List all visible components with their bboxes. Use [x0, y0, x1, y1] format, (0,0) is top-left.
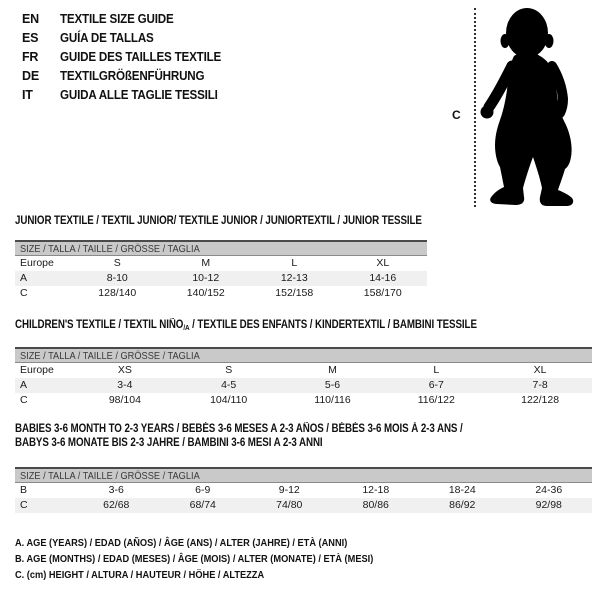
footnote-text: B. AGE (MONTHS) / EDAD (MESES) / ÂGE (MOIS) / ALTER (MONATE) / ETÀ (MESI)	[15, 553, 374, 565]
height-measure-label: C	[452, 108, 461, 122]
table-cell: 9-12	[278, 484, 300, 496]
size-header-bar	[15, 347, 592, 363]
row-label: Europe	[20, 364, 54, 376]
table-row	[15, 483, 592, 498]
footnote-text: A. AGE (YEARS) / EDAD (AÑOS) / ÂGE (ANS) / ALTER (JAHRE) / ETÀ (ANNI)	[15, 537, 348, 549]
language-code: DE	[22, 69, 39, 83]
section-title-children	[15, 319, 558, 331]
section-title-line1: BABIES 3-6 MONTH TO 2-3 YEARS / BEBÉS 3-6 MESES A 2-3 AÑOS / BÉBÉS 3-6 MOIS À 2-3 ANS /	[15, 423, 463, 435]
size-header-bar	[15, 240, 427, 256]
row-label: A	[20, 379, 28, 391]
table-cell: XL	[376, 257, 390, 269]
table-row	[15, 393, 592, 408]
table-cell: 128/140	[98, 287, 137, 299]
table-row	[15, 378, 592, 393]
table-cell: 140/152	[186, 287, 225, 299]
footnote-line	[15, 567, 422, 583]
footnote-text: C. (cm) HEIGHT / ALTURA / HAUTEUR / HÖHE / ALTEZZA	[15, 569, 265, 581]
size-header-label: SIZE / TALLA / TAILLE / GRÖSSE / TAGLIA	[20, 469, 200, 482]
language-title-holder	[60, 10, 233, 29]
table-cell: 24-36	[535, 484, 563, 496]
table-cell: 92/98	[535, 499, 562, 511]
language-title-holder	[60, 86, 233, 105]
size-header-label: SIZE / TALLA / TAILLE / GRÖSSE / TAGLIA	[20, 349, 200, 362]
table-cell: 18-24	[448, 484, 476, 496]
table-cell: L	[433, 364, 440, 376]
footnote-line	[15, 535, 422, 551]
language-row	[22, 29, 233, 48]
table-cell: 122/128	[521, 394, 560, 406]
table-cell: 68/74	[189, 499, 216, 511]
language-row	[22, 48, 233, 67]
table-cell: 158/170	[363, 287, 402, 299]
language-row	[22, 67, 233, 86]
table-cell: L	[291, 257, 298, 269]
title-subscript: /A	[183, 323, 190, 332]
language-title-holder	[60, 48, 233, 67]
table-cell: 104/110	[210, 394, 248, 406]
row-label: C	[20, 394, 28, 406]
table-cell: 152/158	[275, 287, 314, 299]
table-cell: S	[113, 257, 121, 269]
table-cell: 7-8	[532, 379, 548, 391]
title-prefix: CHILDREN'S TEXTILE / TEXTIL NIÑO	[15, 319, 184, 331]
table-cell: 8-10	[106, 272, 128, 284]
row-label: C	[20, 287, 28, 299]
size-table-junior	[15, 240, 427, 301]
title-suffix: / TEXTILE DES ENFANTS / KINDERTEXTIL / BAMBINI TESSILE	[189, 319, 477, 331]
language-title-holder	[60, 29, 233, 48]
table-cell: 74/80	[276, 499, 303, 511]
table-cell: 5-6	[324, 379, 341, 391]
section-title-babies	[15, 422, 542, 450]
table-cell: 6-7	[428, 379, 444, 391]
language-code: IT	[22, 88, 33, 102]
language-title: TEXTILE SIZE GUIDE	[60, 12, 174, 26]
size-table-children	[15, 347, 592, 408]
table-row	[15, 256, 427, 271]
row-label: C	[20, 499, 28, 511]
language-title: GUIDE DES TAILLES TEXTILE	[60, 50, 222, 64]
table-cell: 86/92	[449, 499, 476, 511]
language-list	[22, 10, 233, 105]
section-title-text	[15, 319, 477, 331]
table-cell: 4-5	[221, 379, 237, 391]
baby-silhouette	[470, 0, 600, 220]
language-row	[22, 10, 233, 29]
table-row	[15, 271, 427, 286]
table-cell: 80/86	[362, 499, 389, 511]
table-cell: 6-9	[195, 484, 211, 496]
size-table-babies	[15, 467, 592, 513]
size-header-label: SIZE / TALLA / TAILLE / GRÖSSE / TAGLIA	[20, 242, 200, 255]
table-cell: 10-12	[192, 272, 220, 284]
table-cell: 12-13	[280, 272, 308, 284]
language-code: FR	[22, 50, 39, 64]
table-cell: 98/104	[108, 394, 141, 406]
table-row	[15, 286, 427, 301]
table-cell: 116/122	[417, 394, 455, 406]
language-row	[22, 86, 233, 105]
table-cell: M	[201, 257, 211, 269]
table-cell: XS	[117, 364, 132, 376]
table-cell: XL	[533, 364, 547, 376]
row-label: B	[20, 484, 28, 496]
footnotes	[15, 535, 422, 583]
table-cell: 14-16	[369, 272, 397, 284]
table-row	[15, 498, 592, 513]
language-title: GUÍA DE TALLAS	[60, 31, 154, 45]
language-title-holder	[60, 67, 233, 86]
table-cell: M	[328, 364, 337, 376]
section-title-junior	[15, 215, 494, 227]
table-cell: 12-18	[362, 484, 390, 496]
table-cell: 62/68	[103, 499, 130, 511]
table-cell: 3-6	[108, 484, 124, 496]
table-row	[15, 363, 592, 378]
section-title-line2: BABYS 3-6 MONATE BIS 2-3 JAHRE / BAMBINI 3-6 MESI A 2-3 ANNI	[15, 437, 323, 449]
language-title: TEXTILGRÖßENFÜHRUNG	[60, 69, 205, 83]
footnote-line	[15, 551, 422, 567]
language-code: EN	[22, 12, 39, 26]
section-title-text: JUNIOR TEXTILE / TEXTIL JUNIOR/ TEXTILE JUNIOR / JUNIORTEXTIL / JUNIOR TESSILE	[15, 215, 422, 227]
row-label: Europe	[20, 257, 54, 269]
language-title: GUIDA ALLE TAGLIE TESSILI	[60, 88, 218, 102]
row-label: A	[20, 272, 28, 284]
language-code: ES	[22, 31, 39, 45]
table-cell: 3-4	[117, 379, 133, 391]
size-header-bar	[15, 467, 592, 483]
table-cell: 110/116	[314, 394, 351, 406]
table-cell: S	[225, 364, 233, 376]
